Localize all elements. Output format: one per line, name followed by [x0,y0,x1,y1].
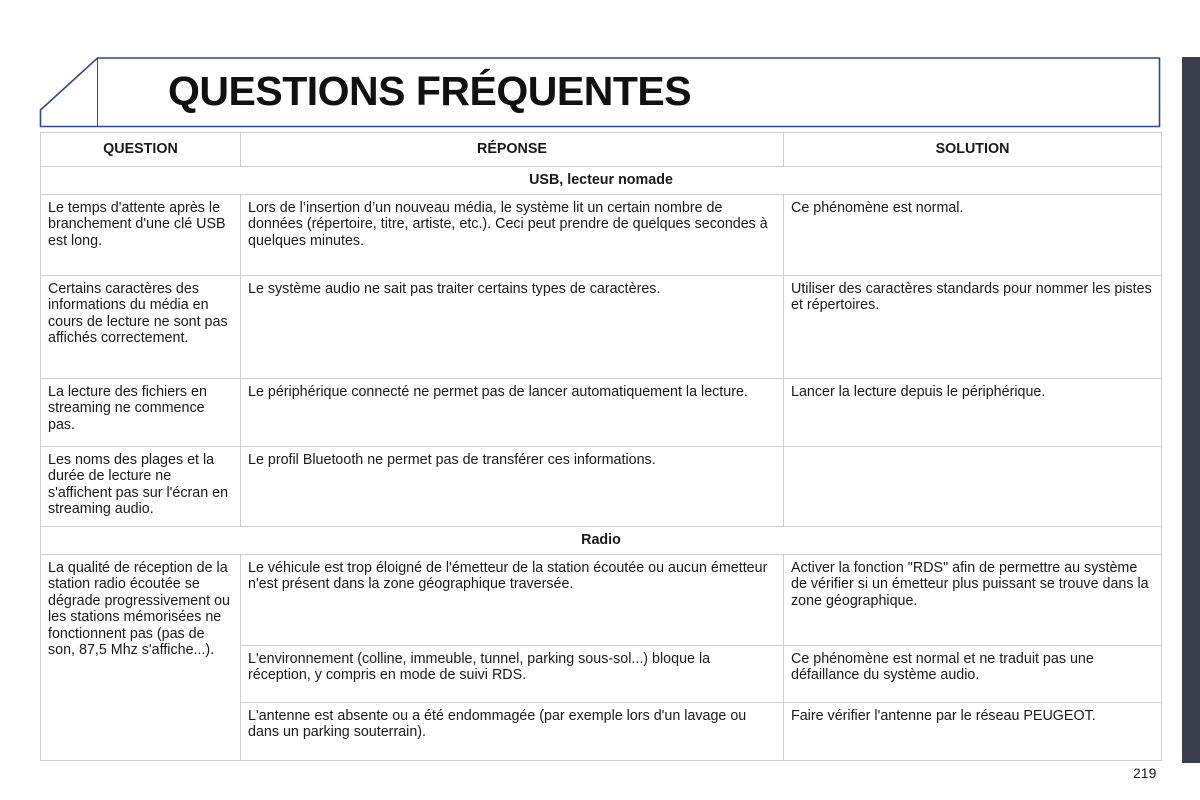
faq-table [40,132,1162,761]
solution-cell: Utiliser des caractères standards pour nommer les pistes et répertoires. [784,276,1162,379]
table-row [41,555,1162,646]
solution-cell [784,447,1162,527]
response-cell: L'environnement (colline, immeuble, tunnel, parking sous-sol...) bloque la réception, y compris en mode de suivi RDS. [241,646,784,703]
response-cell: Le système audio ne sait pas traiter certains types de caractères. [241,276,784,379]
table-row [41,379,1162,447]
section-title: Radio [41,527,1162,555]
column-header-response: RÉPONSE [241,133,784,167]
solution-cell: Ce phénomène est normal et ne traduit pas une défaillance du système audio. [784,646,1162,703]
response-cell: L'antenne est absente ou a été endommagée (par exemple lors d'un lavage ou dans un parking souterrain). [241,703,784,761]
question-cell: Les noms des plages et la durée de lecture ne s'affichent pas sur l'écran en streaming audio. [41,447,241,527]
section-header-radio [41,527,1162,555]
solution-cell: Activer la fonction "RDS" afin de permettre au système de vérifier si un émetteur plus puissant se trouve dans la zone géographique. [784,555,1162,646]
response-cell: Le véhicule est trop éloigné de l'émetteur de la station écoutée ou aucun émetteur n'est présent dans la zone géographique traversée. [241,555,784,646]
section-title: USB, lecteur nomade [41,167,1162,195]
column-header-question: QUESTION [41,133,241,167]
question-cell: La qualité de réception de la station radio écoutée se dégrade progressivement ou les stations mémorisées ne fonctionnent pas (pas de son, 87,5 Mhz s'affiche...). [41,555,241,761]
solution-cell: Lancer la lecture depuis le périphérique. [784,379,1162,447]
question-cell: Certains caractères des informations du média en cours de lecture ne sont pas affichés correctement. [41,276,241,379]
table-row [41,276,1162,379]
response-cell: Le profil Bluetooth ne permet pas de transférer ces informations. [241,447,784,527]
response-cell: Lors de l’insertion d’un nouveau média, le système lit un certain nombre de données (répertoire, titre, artiste, etc.). Ceci peut prendre de quelques secondes à quelques minutes. [241,195,784,276]
column-header-solution: SOLUTION [784,133,1162,167]
solution-cell: Faire vérifier l'antenne par le réseau PEUGEOT. [784,703,1162,761]
table-header-row [41,133,1162,167]
page-number: 219 [1133,765,1157,781]
solution-cell: Ce phénomène est normal. [784,195,1162,276]
table-row [41,195,1162,276]
section-header-usb [41,167,1162,195]
question-cell: La lecture des fichiers en streaming ne commence pas. [41,379,241,447]
side-tab-bar [1182,57,1200,763]
question-cell: Le temps d'attente après le branchement d'une clé USB est long. [41,195,241,276]
response-cell: Le périphérique connecté ne permet pas de lancer automatiquement la lecture. [241,379,784,447]
table-row [41,447,1162,527]
page-title: QUESTIONS FRÉQUENTES [168,68,692,114]
